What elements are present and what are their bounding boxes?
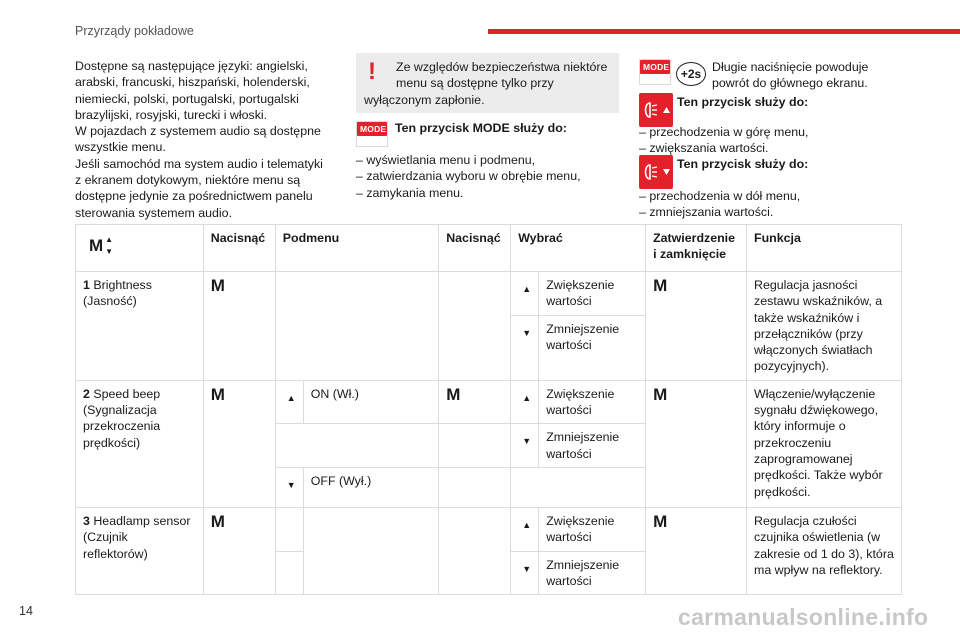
long-press-icon: +2s [675,59,707,89]
up-arrow-icon: ▲ [511,380,539,424]
up-functions-list [639,124,808,157]
headlamp-down-icon [639,155,673,189]
mode-section-title: Ten przycisk MODE służy do: [395,121,567,135]
press-empty [439,507,511,594]
headlamp-up-icon [639,93,673,127]
select-option: Zmniejszenie wartości [539,551,646,595]
up-arrow-icon: ▲ [511,507,539,551]
submenu-empty [303,507,438,594]
press-empty [439,467,511,507]
list-item: – wyświetlania menu i podmenu, [356,153,536,167]
menu-name: 1 Brightness (Jasność) [76,272,204,381]
m-button-icon: M [439,380,511,424]
select-option: Zwiększenie wartości [539,507,646,551]
header-accent-bar [488,29,960,34]
down-arrow-icon: ▼ [511,551,539,595]
header-press: Nacisnąć [203,225,275,272]
down-arrow-icon: ▼ [511,316,539,381]
m-button-icon: M [203,272,275,381]
submenu-option: ON (Wł.) [303,380,438,424]
m-button-icon: M [203,380,275,507]
down-arrow-icon: ▼ [275,467,303,507]
table-row [76,272,902,316]
down-section-title: Ten przycisk służy do: [677,157,809,171]
page-number: 14 [19,604,33,618]
press-empty [439,424,511,468]
list-item: – zatwierdzania wyboru w obrębie menu, [356,169,581,184]
header-press: Nacisnąć [439,225,511,272]
function-description: Regulacja czułości czujnika oświetlenia (w zakresie od 1 do 3), która ma wpływ na reflektory. [747,507,902,594]
touchscreen-paragraph: Jeśli samochód ma system audio i telematyki z ekranem dotykowym, niektóre menu są dostępne jedynie za pośrednictwem panelu sterowania systemem audio. [75,156,323,220]
select-empty [511,467,646,507]
header-confirm: Zatwierdzenie i zamknięcie [646,225,747,272]
press-cell [439,272,511,381]
select-option: Zmniejszenie wartości [539,316,646,381]
up-arrow-icon: ▲ [275,380,303,424]
list-item: – przechodzenia w dół menu, [639,189,801,203]
watermark: carmanualsonline.info [678,604,929,630]
menu-name: 2 Speed beep (Sygnalizacja przekroczenia prędkości) [76,380,204,507]
submenu-empty [275,551,303,595]
table-row [76,380,902,424]
list-item: – zmniejszania wartości. [639,205,774,220]
list-item: – zwiększania wartości. [639,141,769,156]
menu-table [75,224,902,595]
warning-icon: ! [368,58,376,85]
submenu-empty [275,507,303,551]
mode-button-icon: MODE [356,121,388,147]
function-description: Regulacja jasności zestawu wskaźników, a także wskaźników i przełączników (przy włączonych światłach pozycyjnych). [747,272,902,381]
m-button-icon: M [646,380,747,507]
m-button-icon: M [203,507,275,594]
list-item: – przechodzenia w górę menu, [639,125,809,139]
menu-name: 3 Headlamp sensor (Czujnik reflektorów) [76,507,204,594]
submenu-option: OFF (Wył.) [303,467,438,507]
down-arrow-icon: ▼ [105,247,114,256]
header-menu-buttons-icon: M ▲ ▼ [76,225,204,272]
long-press-text: Długie naciśnięcie powoduje powrót do głównego ekranu. [712,60,869,91]
warning-box [356,53,619,113]
up-arrow-icon: ▲ [511,272,539,316]
mode-functions-list [356,152,581,201]
submenu-empty [275,424,438,468]
header-submenu: Podmenu [275,225,438,272]
section-title: Przyrządy pokładowe [75,24,194,38]
mode-button-icon: MODE [639,59,671,85]
down-functions-list [639,188,800,221]
warning-text: Ze względów bezpieczeństwa niektóre menu są dostępne tylko przy [396,60,608,91]
submenu-cell [275,272,438,381]
function-description: Włączenie/wyłączenie sygnału dźwiękowego, który informuje o przekroczeniu zaprogramowanej prędkości. Także wybór prędkości. [747,380,902,507]
warning-text-end: wyłączonym zapłonie. [364,92,485,107]
header-function: Funkcja [747,225,902,272]
list-item: – zamykania menu. [356,185,464,200]
m-button-icon: M [646,272,747,381]
down-arrow-icon: ▼ [511,424,539,468]
up-arrow-icon: ▲ [105,235,114,244]
select-option: Zwiększenie wartości [539,272,646,316]
header-select: Wybrać [511,225,646,272]
m-button-icon: M [646,507,747,594]
table-row [76,507,902,551]
table-header-row [76,225,902,272]
audio-paragraph: W pojazdach z systemem audio są dostępne wszystkie menu. [75,124,321,155]
select-option: Zwiększenie wartości [539,380,646,424]
select-option: Zmniejszenie wartości [539,424,646,468]
up-section-title: Ten przycisk służy do: [677,95,809,109]
intro-text [75,58,325,221]
languages-paragraph: Dostępne są następujące języki: angielski, arabski, francuski, hiszpański, holenderski, niemiecki, polski, portugalski, portugalski brazylijski, rosyjski, turecki i włoski. [75,59,310,122]
